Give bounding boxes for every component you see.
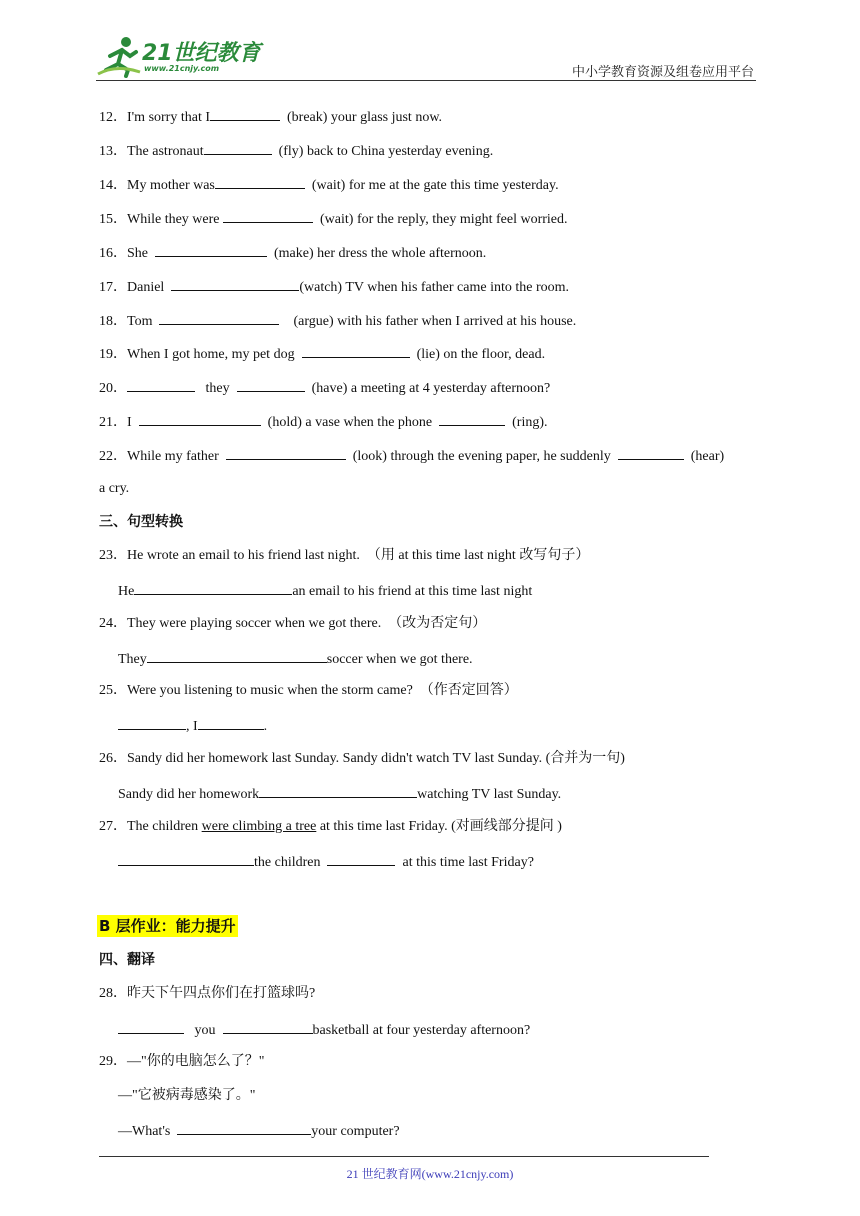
question-14 [99, 175, 559, 195]
question-text: basketball at four yesterday afternoon? [312, 1023, 531, 1038]
answer-blank[interactable] [171, 277, 299, 291]
question-text: , I [186, 719, 198, 734]
question-text: 23．He wrote an email to his friend last night. [99, 548, 360, 563]
question-instruction: （用 at this time last night 改写句子） [366, 548, 590, 563]
question-text: (wait) for me at the gate this time yesterday. [311, 178, 559, 193]
question-20 [99, 378, 550, 398]
answer-blank[interactable] [302, 344, 410, 358]
question-text: your computer? [311, 1124, 400, 1139]
answer-blank[interactable] [177, 1121, 311, 1135]
question-text: a cry. [99, 481, 130, 496]
logo-text: 21世纪教育 [142, 41, 261, 66]
question-text: —"它被病毒感染了。" [118, 1088, 256, 1103]
question-text: 16．She [99, 246, 148, 261]
question-13 [99, 141, 493, 161]
question-28-answer [118, 1020, 530, 1040]
question-16 [99, 243, 486, 263]
question-text: 21．I [99, 415, 132, 430]
question-27 [99, 818, 562, 836]
question-text: Sandy did her homework [118, 787, 260, 802]
answer-blank[interactable] [618, 446, 684, 460]
answer-blank[interactable] [147, 649, 327, 663]
question-text: 22．While my father [99, 449, 219, 464]
page-header [0, 0, 860, 90]
answer-blank[interactable] [204, 141, 272, 155]
answer-blank[interactable] [159, 311, 279, 325]
answer-blank[interactable] [223, 209, 313, 223]
question-text: 27．The children [99, 819, 199, 834]
question-text: 12．I'm sorry that I [99, 110, 211, 125]
answer-blank[interactable] [127, 378, 195, 392]
answer-blank[interactable] [259, 784, 417, 798]
question-18 [99, 311, 576, 331]
question-text: an email to his friend at this time last night [292, 584, 533, 599]
question-instruction: （作否定回答） [419, 683, 518, 698]
question-text: 28．昨天下午四点你们在打篮球吗? [99, 986, 316, 1001]
question-text: (lie) on the floor, dead. [416, 347, 546, 362]
answer-blank[interactable] [134, 581, 292, 595]
footer-text: 21 世纪教育网(www.21cnjy.com) [346, 1167, 514, 1181]
question-25-answer [118, 716, 267, 736]
question-text: (break) your glass just now. [287, 110, 443, 125]
highlighted-heading: B 层作业：能力提升 [99, 917, 236, 935]
question-text: at this time last Friday? [402, 855, 534, 870]
question-text: (argue) with his father when I arrived at his house. [293, 314, 577, 329]
question-28 [99, 985, 315, 1003]
question-text: watching TV last Sunday. [417, 787, 562, 802]
question-26-answer [118, 784, 561, 804]
question-text: . [263, 719, 268, 734]
question-text: (fly) back to China yesterday evening. [278, 144, 494, 159]
answer-blank[interactable] [118, 852, 254, 866]
question-23 [99, 547, 589, 565]
question-26 [99, 750, 625, 768]
question-text: (hold) a vase when the phone [267, 415, 433, 430]
answer-blank[interactable] [223, 1020, 313, 1034]
answer-blank[interactable] [118, 1020, 184, 1034]
question-text: 14．My mother was [99, 178, 215, 193]
answer-blank[interactable] [215, 175, 305, 189]
question-text: (look) through the evening paper, he suddenly [352, 449, 611, 464]
underlined-phrase: were climbing a tree [201, 819, 317, 834]
question-text: (wait) for the reply, they might feel worried. [320, 212, 568, 227]
question-29 [99, 1053, 264, 1071]
logo-url: www.21cnjy.com [144, 64, 220, 73]
question-21 [99, 412, 548, 432]
question-text: 13．The astronaut [99, 144, 204, 159]
section-heading-3: 三、句型转换 [99, 514, 183, 530]
question-22-continued [99, 480, 129, 498]
question-text: 26．Sandy did her homework last Sunday. Sandy didn't watch TV last Sunday. (合并为一句) [99, 751, 625, 766]
question-text: 24．They were playing soccer when we got there. [99, 616, 382, 631]
question-text: (watch) TV when his father came into the room. [299, 280, 570, 295]
question-24 [99, 615, 486, 633]
question-25 [99, 682, 518, 700]
question-text: (hear) [690, 449, 725, 464]
answer-blank[interactable] [237, 378, 305, 392]
footer-divider [99, 1156, 709, 1157]
question-text: —What's [118, 1124, 171, 1139]
question-12 [99, 107, 442, 127]
answer-blank[interactable] [226, 446, 346, 460]
question-text: soccer when we got there. [326, 652, 473, 667]
question-29-line-2 [118, 1087, 255, 1105]
answer-blank[interactable] [439, 412, 505, 426]
answer-blank[interactable] [210, 107, 280, 121]
question-text: 20． [99, 381, 127, 396]
question-27-answer [118, 852, 534, 872]
question-text: at this time last Friday. (对画线部分提问 ) [319, 819, 562, 834]
runner-logo-icon [96, 34, 142, 78]
question-text: 25．Were you listening to music when the storm came? [99, 683, 413, 698]
question-text: 17．Daniel [99, 280, 165, 295]
question-text: (have) a meeting at 4 yesterday afternoon? [311, 381, 551, 396]
site-logo [96, 34, 266, 80]
question-19 [99, 344, 545, 364]
answer-blank[interactable] [327, 852, 395, 866]
answer-blank[interactable] [198, 716, 264, 730]
question-15 [99, 209, 568, 229]
question-text: (make) her dress the whole afternoon. [274, 246, 487, 261]
question-instruction: （改为否定句） [388, 616, 487, 631]
question-24-answer [118, 649, 473, 669]
question-text: He [118, 584, 135, 599]
section-b-heading [97, 917, 238, 937]
answer-blank[interactable] [139, 412, 261, 426]
question-29-answer [118, 1121, 400, 1141]
question-text: you [194, 1023, 216, 1038]
header-divider [96, 80, 756, 81]
answer-blank[interactable] [155, 243, 267, 257]
question-22 [99, 446, 724, 466]
question-17 [99, 277, 569, 297]
question-text: 15．While they were [99, 212, 220, 227]
section-heading-4: 四、翻译 [99, 952, 155, 968]
question-text: They [118, 652, 147, 667]
question-text: (ring). [512, 415, 548, 430]
question-text: 18．Tom [99, 314, 153, 329]
question-text: 19．When I got home, my pet dog [99, 347, 295, 362]
question-text: 29．—"你的电脑怎么了？" [99, 1054, 265, 1069]
header-platform-text: 中小学教育资源及组卷应用平台 [571, 64, 754, 79]
question-23-answer [118, 581, 532, 601]
question-text: the children [254, 855, 321, 870]
answer-blank[interactable] [118, 716, 186, 730]
question-text: they [205, 381, 230, 396]
